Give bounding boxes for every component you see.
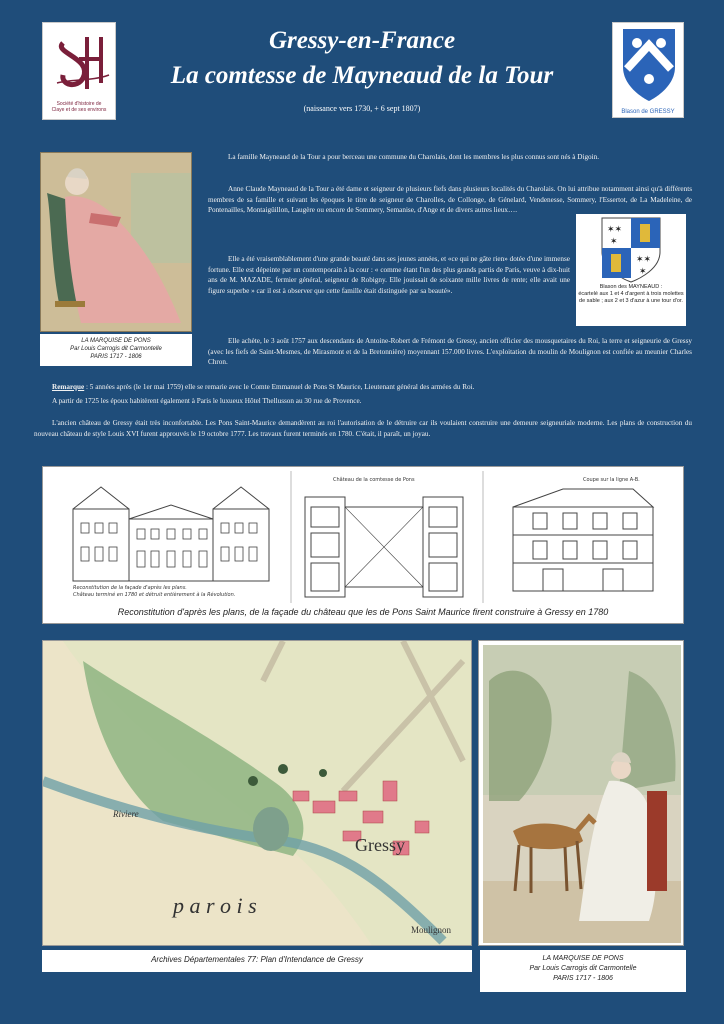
svg-text:✶✶: ✶✶ — [636, 255, 652, 265]
logo-caption-1: Société d'histoire de — [56, 101, 102, 107]
page-title: Gressy-en-France — [268, 27, 456, 54]
map-label-mill: Moulignon — [411, 925, 452, 935]
plan-intendance-map — [42, 640, 472, 946]
logo-caption-2: Claye et de ses environs — [51, 107, 107, 113]
map-label-paroisse: p a r o i s — [173, 893, 257, 918]
paragraph-6: L'ancien château de Gressy était très inconfortable. Les Pons Saint-Maurice demandèrent au roi l'autorisation de le détruire car ils voulaient construire une demeure seigneuriale moderne. Les plans de construction du nouveau château de style Louis XVI furent approuvés le 19 octobre 1777. Les travaux furent terminés en 1780. C'était, il paraît, un joyau. — [34, 419, 692, 438]
floor-plan-drawing — [305, 497, 463, 597]
monogram-icon — [43, 23, 117, 101]
portrait2-caption-author: Par Louis Carrogis dit Carmontelle — [529, 965, 637, 972]
page-subtitle: La comtesse de Mayneaud de la Tour — [170, 62, 554, 89]
map-label-river: Riviere — [113, 809, 139, 819]
portrait1-caption-dates: PARIS 1717 - 1806 — [90, 354, 142, 360]
paragraph-5: A partir de 1725 les époux habitèrent également à Paris le luxueux Hôtel Thellusson au 30 rue de Provence. — [52, 397, 362, 405]
mayneaud-shield-icon — [576, 214, 686, 284]
map-label-gressy: Gressy — [355, 835, 405, 855]
svg-text:✶: ✶ — [610, 237, 618, 247]
portrait1-caption-author: Par Louis Carrogis dit Carmontelle — [70, 346, 162, 352]
portrait2-caption — [480, 950, 686, 992]
gressy-blason — [612, 22, 684, 118]
paragraph-4: Elle achète, le 3 août 1757 aux descendants de Antoine-Robert de Frémont de Gressy, ancien officier des mousquetaires du Roi, la terre et seigneurie de Gressy (avec les fiefs de Saint-Mesmes, de Mirasmont et de la Bretonnière) moyennant 157.000 livres. L'exploitation du moulin de Moulignon est confiée au meunier Charles Chron. — [208, 337, 692, 366]
mayneaud-caption-title: Blason des MAYNEAUD : — [599, 284, 663, 290]
portrait1-caption-title: LA MARQUISE DE PONS — [81, 338, 151, 344]
mayneaud-caption-text: écartelé aux 1 et 4 d'argent à trois molettes de sable ; aux 2 et 3 d'azur à une tour d'or. — [578, 291, 684, 304]
remark — [34, 382, 692, 393]
mayneaud-blason — [576, 214, 686, 326]
shield-icon — [613, 23, 685, 107]
facade-caption-2: Château terminé en 1780 et détruit entièrement à la Révolution. — [73, 592, 236, 598]
paragraph-2: Anne Claude Mayneaud de la Tour a été dame et seigneur de plusieurs fiefs dans plusieurs localités du Charolais. On lui attribue notamment ainsi qu'à différents membres de sa famille et suivant les époques le titre de seigneur de Charolles, de Collonge, de Génelard, Vendenesse, Sommery, l'Essertot, de La Madeleine, de Pontenailles, Montaigüillon, Laugère ou encore de Sommery, Semanise, d'Ange et de divers autres lieux…. — [208, 185, 692, 214]
remark-label: Remarque — [52, 383, 85, 391]
paragraph-1: La famille Mayneaud de la Tour a pour berceau une commune du Charolais, dont les membres les plus connus sont nés à Digoin. — [228, 153, 600, 161]
plan-title: Château de la comtesse de Pons — [333, 477, 415, 483]
chateau-plans-figure — [42, 466, 684, 624]
remark-text: : 5 années après (le 1er mai 1759) elle se remarie avec le Comte Emmanuel de Pons St Maurice, Lieutenant général des armées du Roi. — [84, 383, 475, 391]
section-drawing — [513, 489, 653, 591]
paragraph-3: Elle a été vraisemblablement d'une grande beauté dans ses jeunes années, et «ce qui ne gâte rien» dotée d'une immense fortune. Elle est dépeinte par un contemporain à la cour : « comme étant l'un des plus grands partis de Paris, veuve à dix-huit ans de M. MAZADE, fermier général, seigneur de Robigny. Elle jouissait de soixante mille livres de rente; elle avait une figure superbe » car il est à observer que cette famille était distinguée par sa beauté». — [208, 255, 570, 295]
plans-drawing — [43, 467, 685, 607]
portrait2-caption-dates: PARIS 1717 - 1806 — [553, 975, 613, 982]
svg-text:✶✶: ✶✶ — [607, 225, 623, 235]
dates: (naissance vers 1730, + 6 sept 1807) — [303, 104, 421, 113]
facade-drawing — [73, 487, 269, 581]
section-title: Coupe sur la ligne A-B. — [583, 477, 640, 483]
portrait-marquise-seated — [40, 152, 192, 332]
blason-caption: Blason de GRESSY — [621, 109, 675, 115]
portrait2-caption-title: LA MARQUISE DE PONS — [542, 955, 624, 962]
society-logo — [42, 22, 116, 120]
portrait1-caption — [40, 334, 192, 366]
plans-caption: Reconstitution d'après les plans, de la façade du château que les de Pons Saint Maurice firent construire à Gressy en 1780 — [117, 607, 609, 617]
portrait-marquise-with-deer — [478, 640, 684, 946]
facade-caption-1: Reconstitution de la façade d'après les plans. — [73, 585, 187, 591]
svg-text:✶: ✶ — [639, 267, 647, 277]
map-caption: Archives Départementales 77: Plan d'Intendance de Gressy — [42, 950, 472, 972]
